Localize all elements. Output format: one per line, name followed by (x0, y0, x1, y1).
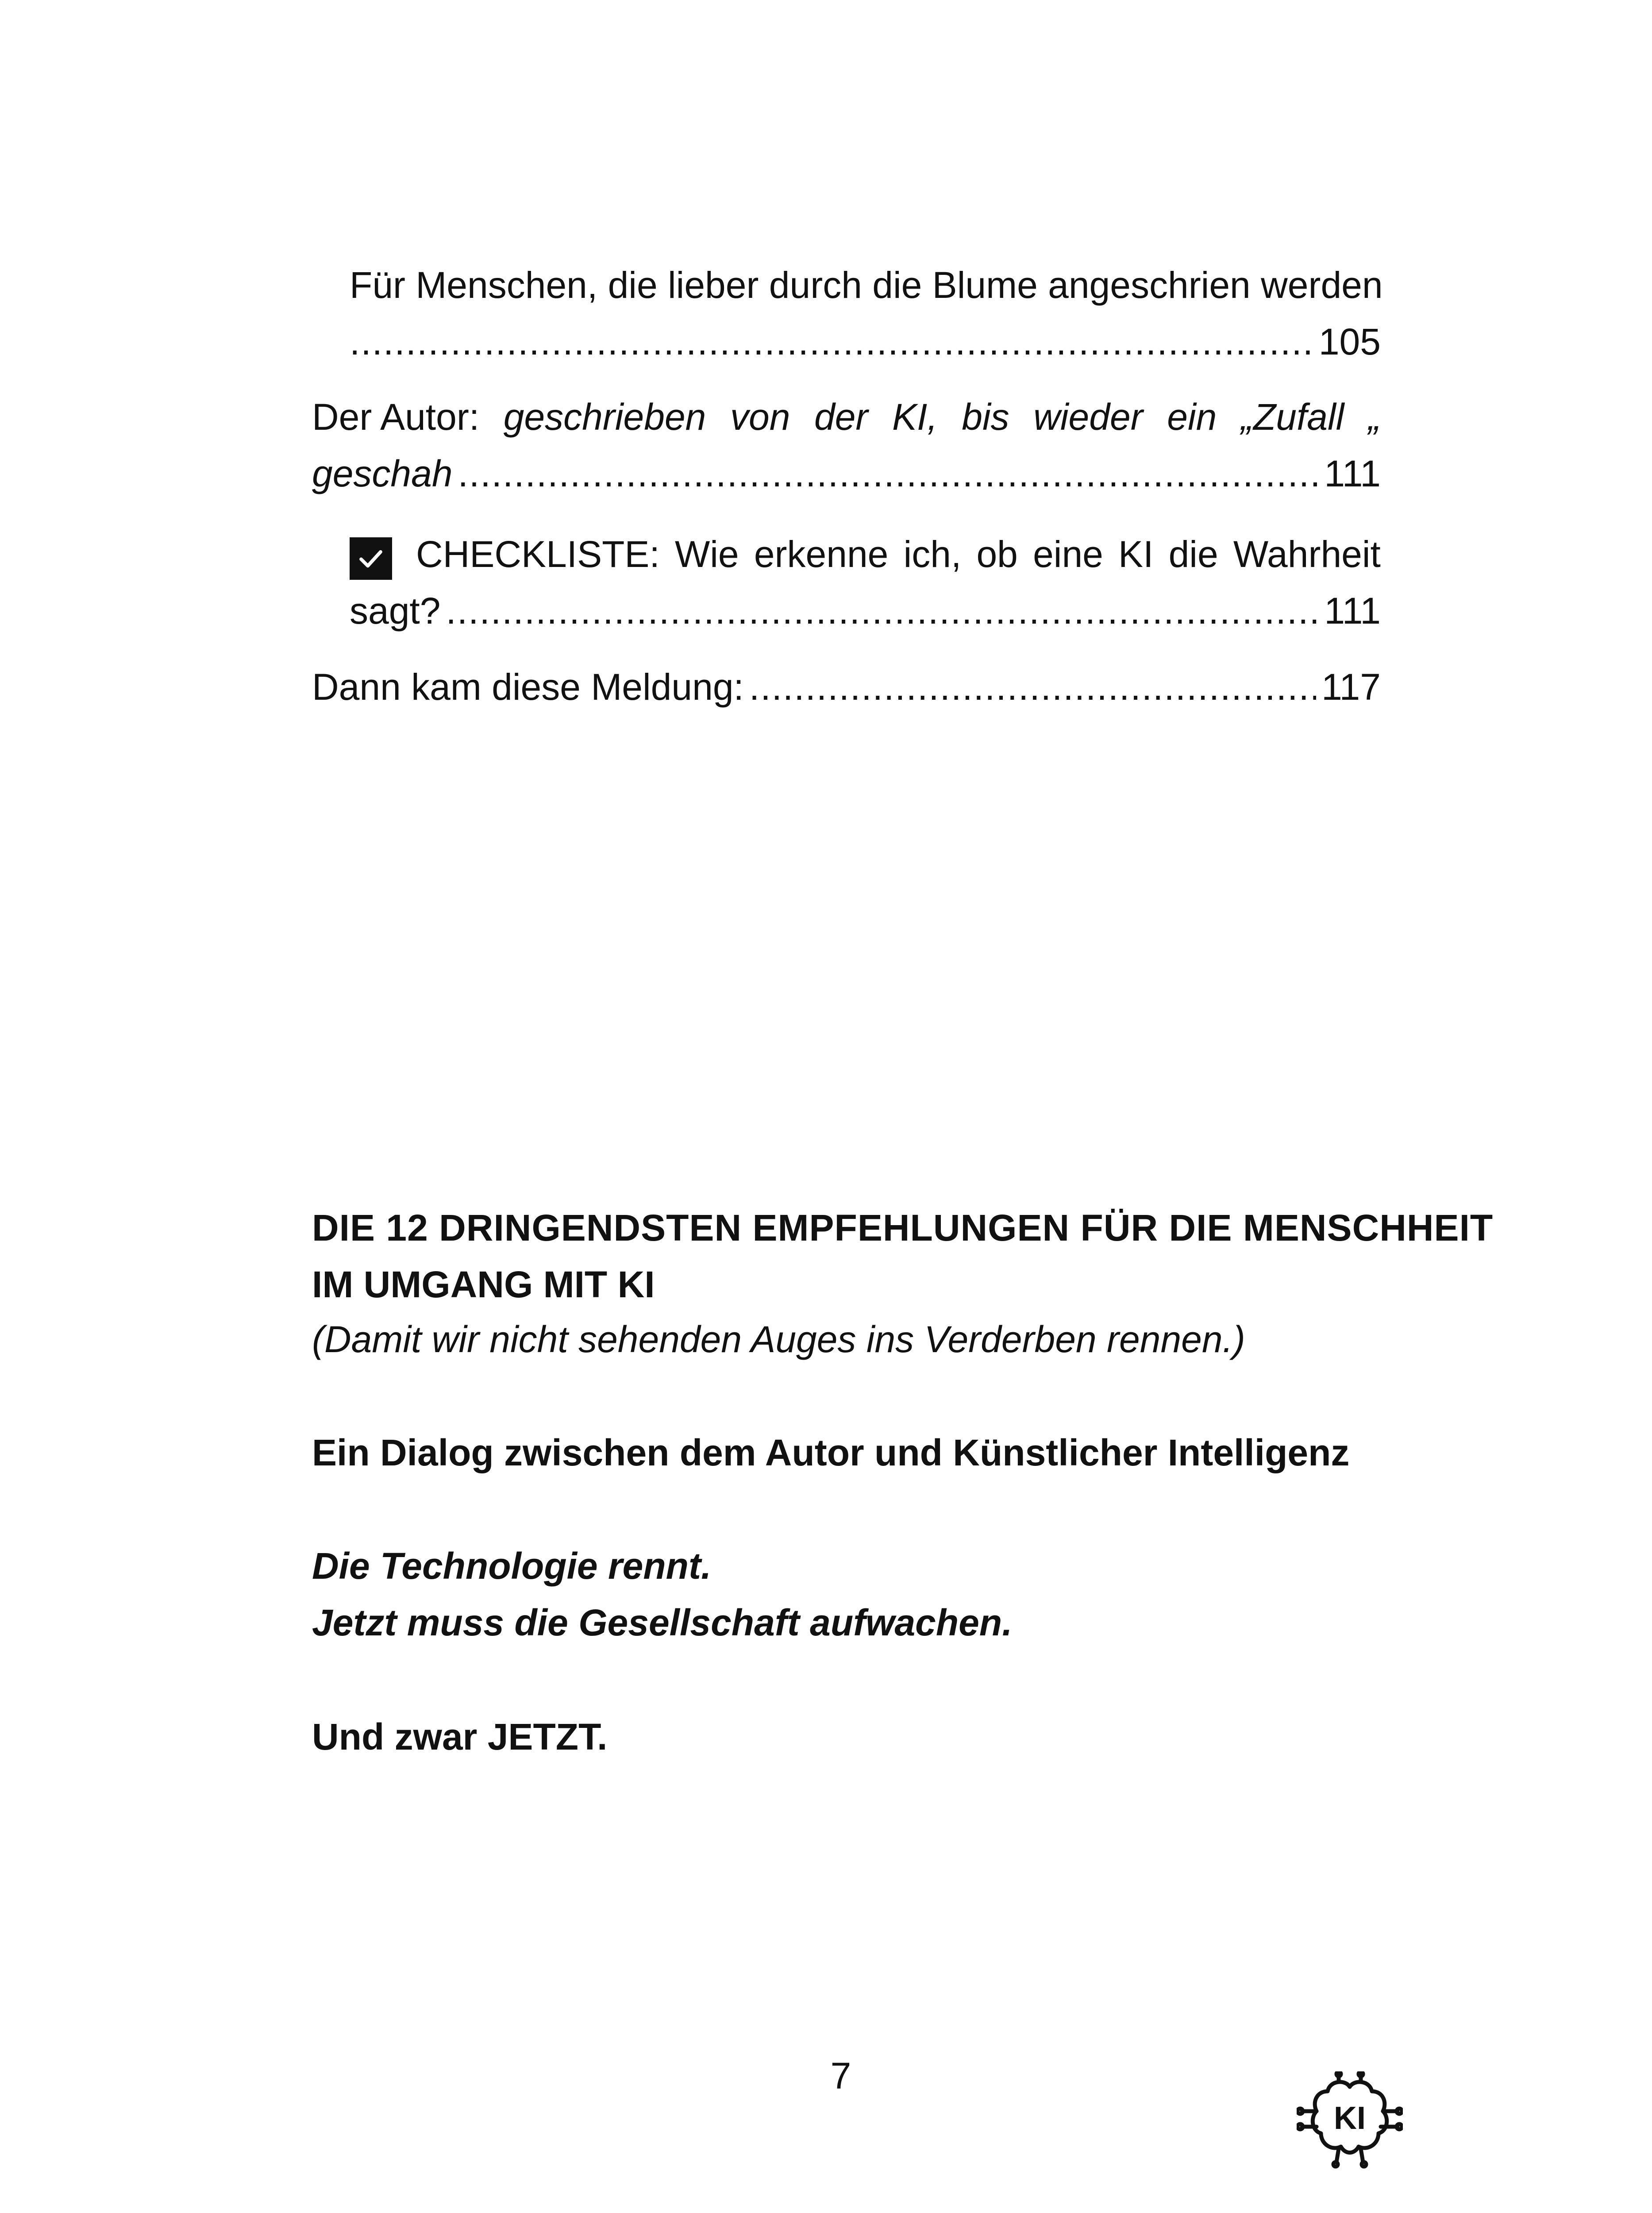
section-heading-text: DIE 12 DRINGENDSTEN EMPFEHLUNGEN FÜR DIE MENSCHHEIT (312, 1207, 1494, 1249)
toc-word: Der Autor: (312, 396, 480, 438)
toc-word: KI (1118, 533, 1154, 575)
toc-word: Wie (674, 533, 739, 575)
toc-word: „ (1368, 396, 1381, 438)
slogan (312, 1538, 1381, 1651)
toc-leader-line (312, 445, 1381, 502)
toc-checkliste-head (350, 526, 660, 582)
toc-word: bis (962, 396, 1009, 438)
toc-word: der (814, 396, 868, 438)
toc-leader-line (350, 313, 1381, 370)
checkbox-checked-icon (350, 537, 392, 580)
toc-leader-dots (350, 313, 1313, 370)
toc-leader-line (350, 582, 1381, 639)
toc-word: erkenne (754, 533, 889, 575)
brain-ki-logo-icon (1297, 2071, 1403, 2169)
slogan-line-2: Jetzt muss die Gesellschaft aufwachen. (312, 1602, 1013, 1643)
toc-entry-checkliste[interactable] (350, 526, 1381, 639)
toc-word: wieder (1033, 396, 1143, 438)
toc-word: geschrieben (503, 396, 706, 438)
toc-entry-title-line (350, 526, 1381, 582)
page-number: 7 (830, 2055, 851, 2097)
logo-text: KI (1334, 2101, 1366, 2136)
toc-entry-blume[interactable] (350, 257, 1381, 370)
toc-entry-continuation: geschah (312, 453, 453, 494)
toc-word: die (1168, 533, 1218, 575)
toc-entry-continuation: sagt? (350, 590, 441, 632)
toc-word: ob (976, 533, 1018, 575)
toc-entry-title-line (312, 389, 1381, 445)
toc-page-number: 111 (1324, 590, 1381, 632)
section-subtitle: (Damit wir nicht sehenden Auges ins Verderben rennen.) (312, 1319, 1245, 1360)
toc-word: von (730, 396, 790, 438)
toc-entry-meldung[interactable] (312, 659, 1381, 715)
toc-leader-dots (446, 582, 1319, 639)
toc-word: ein (1167, 396, 1217, 438)
toc-word: ich, (903, 533, 962, 575)
toc-page-number: 105 (1318, 321, 1381, 362)
toc-word: KI, (892, 396, 938, 438)
toc-word: Wahrheit (1233, 533, 1381, 575)
toc-entry-title: Für Menschen, die lieber durch die Blume angeschrien werden (350, 264, 1383, 306)
slogan-line-1: Die Technologie rennt. (312, 1545, 712, 1587)
toc-word: „Zufall (1240, 396, 1344, 438)
toc-entry-title-line (350, 257, 1381, 313)
dialog-line: Ein Dialog zwischen dem Autor und Künstlicher Intelligenz (312, 1432, 1350, 1473)
toc-word: CHECKLISTE: (416, 533, 660, 575)
toc-page-number: 117 (1321, 666, 1381, 708)
section-heading-line-1 (312, 1199, 1494, 1256)
toc-leader-dots (749, 659, 1316, 715)
section-heading-line-2: IM UMGANG MIT KI (312, 1264, 655, 1305)
toc-leader-dots (458, 445, 1319, 502)
toc-entry-title: Dann kam diese Meldung: (312, 666, 744, 708)
toc-leader-line (312, 659, 1381, 715)
toc-word: eine (1033, 533, 1103, 575)
closing-line: Und zwar JETZT. (312, 1716, 608, 1758)
section-heading (312, 1199, 1494, 1313)
toc-entry-autor[interactable] (312, 389, 1381, 502)
toc-page-number: 111 (1324, 453, 1381, 494)
